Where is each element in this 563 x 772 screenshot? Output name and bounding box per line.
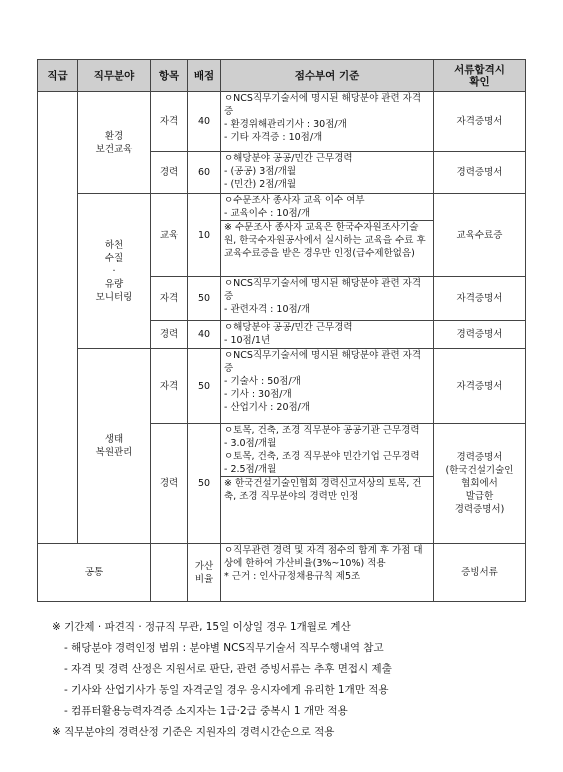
header-row xyxy=(38,60,526,92)
criteria-cell: ㅇ수문조사 종사자 교육 이수 여부 - 교육이수 : 10점/개 ※ 수문조사 종사자 교육은 한국수자원조사기술원, 한국수자원공사에서 실시하는 교육을 수료 후 교육수료증을 받은 경우만 인정(급수제한없음) xyxy=(221,194,434,277)
criteria-cell: ㅇ토목, 건축, 조경 직무분야 공공기관 근무경력 - 3.0점/개월 ㅇ토목, 건축, 조경 직무분야 민간기업 근무경력 - 2.5점/개월 ※ 한국건설기술인협회 경력신고서상의 토목, 건축, 조경 직무분야의 경력만 인정 xyxy=(221,424,434,544)
score-cell: 60 xyxy=(188,152,221,194)
field-env: 환경 보건교육 xyxy=(78,92,151,194)
item-cell: 가산 비율 xyxy=(188,544,221,602)
item-cell: 자격 xyxy=(151,92,188,152)
field-eco: 생태 복원관리 xyxy=(78,349,151,544)
score-cell: 10 xyxy=(188,194,221,277)
item-cell: 자격 xyxy=(151,277,188,321)
field-river: 하천 수질 · 유량 모니터링 xyxy=(78,194,151,349)
note-line: - 컴퓨터활용능력자격증 소지자는 1급·2급 중복시 1 개만 적용 xyxy=(64,705,348,717)
table-row xyxy=(38,349,526,424)
score-cell: 50 xyxy=(188,349,221,424)
item-cell: 경력 xyxy=(151,321,188,349)
header-score: 배점 xyxy=(188,60,221,92)
header-criteria: 점수부여 기준 xyxy=(221,60,434,92)
table-row xyxy=(38,92,526,152)
note-line: - 자격 및 경력 산정은 지원서로 판단, 관련 증빙서류는 추후 면접시 제출 xyxy=(64,663,392,675)
criteria-cell: ㅇ직무관련 경력 및 자격 점수의 합계 후 가점 대상에 한하여 가산비율(3%~10%) 적용 * 근거 : 인사규정채용규칙 제5조 xyxy=(221,544,434,602)
proof-cell: 교육수료증 xyxy=(434,194,526,277)
header-field: 직무분야 xyxy=(78,60,151,92)
table-row xyxy=(38,544,526,602)
header-proof: 서류합격시 확인 xyxy=(434,60,526,92)
criteria-note: ※ 한국건설기술인협회 경력신고서상의 토목, 건축, 조경 직무분야의 경력만 인정 xyxy=(221,476,433,503)
criteria-cell: ㅇNCS직무기술서에 명시된 해당분야 관련 자격증 - 기술사 : 50점/개 - 기사 : 30점/개 - 산업기사 : 20점/개 xyxy=(221,349,434,424)
proof-cell: 자격증명서 xyxy=(434,349,526,424)
item-cell: 경력 xyxy=(151,152,188,194)
proof-cell: 증빙서류 xyxy=(434,544,526,602)
item-cell: 자격 xyxy=(151,349,188,424)
item-cell: 교육 xyxy=(151,194,188,277)
scoring-table xyxy=(37,59,526,602)
criteria-cell: ㅇNCS직무기술서에 명시된 해당분야 관련 자격증 - 환경위해관리기사 : 30점/개 - 기타 자격증 : 10점/개 xyxy=(221,92,434,152)
header-grade: 직급 xyxy=(38,60,78,92)
field-common: 공통 xyxy=(38,544,151,602)
footnotes xyxy=(52,617,532,743)
proof-cell: 경력증명서 (한국건설기술인 협회에서 발급한 경력증명서) xyxy=(434,424,526,544)
grade-cell xyxy=(38,92,78,544)
note-line: - 기사와 산업기사가 동일 자격군일 경우 응시자에게 유리한 1개만 적용 xyxy=(64,684,389,696)
score-cell: 50 xyxy=(188,424,221,544)
item-blank-cell xyxy=(151,544,188,602)
criteria-cell: ㅇNCS직무기술서에 명시된 해당분야 관련 자격증 - 관련자격 : 10점/개 xyxy=(221,277,434,321)
criteria-cell: ㅇ해당분야 공공/민간 근무경력 - 10점/1년 xyxy=(221,321,434,349)
score-cell: 40 xyxy=(188,92,221,152)
proof-cell: 경력증명서 xyxy=(434,152,526,194)
criteria-note: ※ 수문조사 종사자 교육은 한국수자원조사기술원, 한국수자원공사에서 실시하는 교육을 수료 후 교육수료증을 받은 경우만 인정(급수제한없음) xyxy=(221,220,433,260)
criteria-cell: ㅇ해당분야 공공/민간 근무경력 - (공공) 3점/개월 - (민간) 2점/개월 xyxy=(221,152,434,194)
note-line: - 해당분야 경력인정 범위 : 분야별 NCS직무기술서 직무수행내역 참고 xyxy=(64,642,384,654)
proof-cell: 경력증명서 xyxy=(434,321,526,349)
note-line: ※ 기간제 · 파견직 · 정규직 무관, 15일 이상일 경우 1개월로 계산 xyxy=(52,621,351,633)
note-line: ※ 직무분야의 경력산정 기준은 지원자의 경력시간순으로 적용 xyxy=(52,726,335,738)
score-cell: 50 xyxy=(188,277,221,321)
table-row xyxy=(38,194,526,277)
header-item: 항목 xyxy=(151,60,188,92)
score-cell: 40 xyxy=(188,321,221,349)
proof-cell: 자격증명서 xyxy=(434,277,526,321)
item-cell: 경력 xyxy=(151,424,188,544)
proof-cell: 자격증명서 xyxy=(434,92,526,152)
